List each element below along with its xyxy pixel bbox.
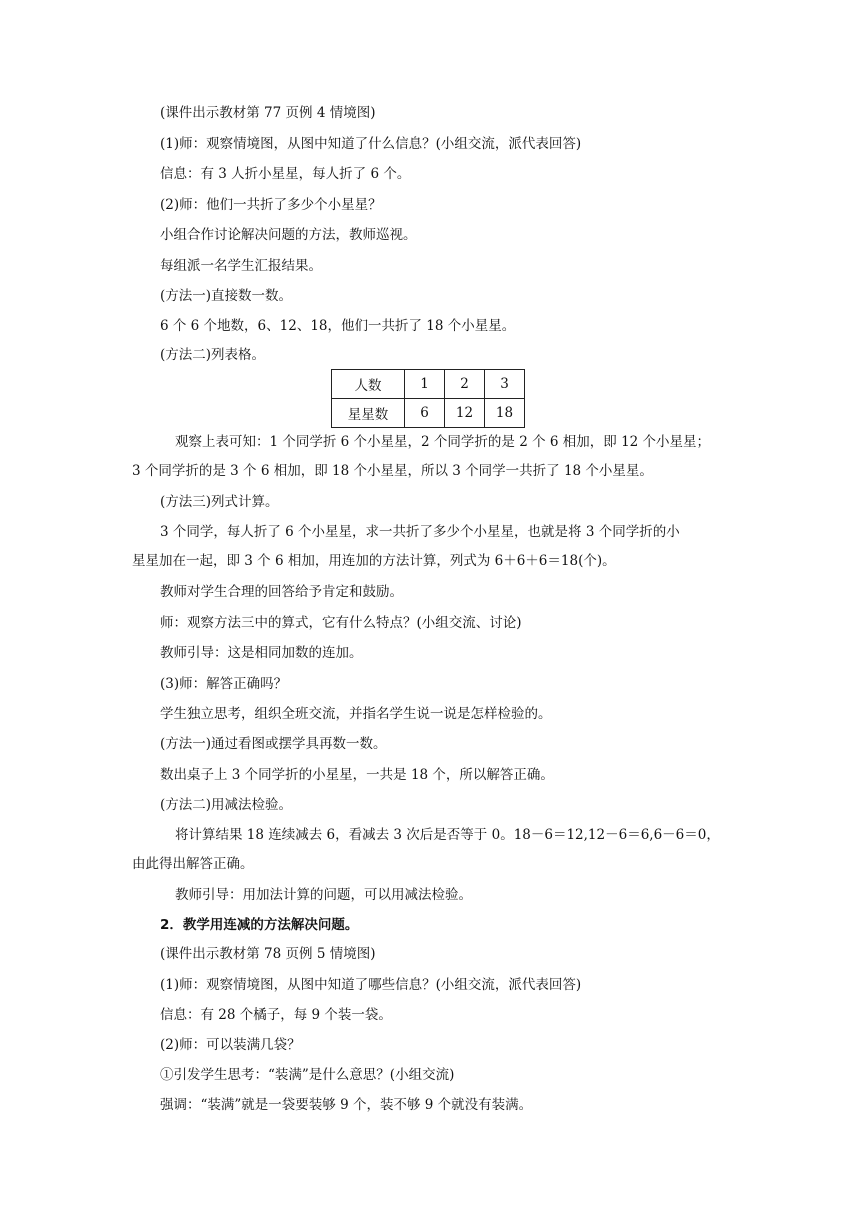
text-line: 信息：有 28 个橘子，每 9 个装一袋。: [160, 1007, 392, 1023]
table-cell: 12: [445, 399, 485, 428]
text-line: (3)师：解答正确吗？: [160, 676, 288, 692]
table-cell: 3: [485, 370, 525, 399]
text-line: (1)师：观察情境图，从图中知道了哪些信息？(小组交流，派代表回答): [160, 977, 582, 993]
table-cell: 1: [405, 370, 445, 399]
text-line: 将计算结果 18 连续减去 6，看减去 3 次后是否等于 0。18－6＝12,12－6＝6,6－6＝0，: [175, 827, 720, 843]
text-line: 观察上表可知：1 个同学折 6 个小星星，2 个同学折的是 2 个 6 相加，即 12 个小星星；: [175, 434, 711, 450]
text-line: 由此得出解答正确。: [132, 856, 254, 872]
text-line: (2)师：他们一共折了多少个小星星？: [160, 197, 382, 213]
text-line: (方法一)直接数一数。: [160, 288, 293, 304]
text-line: 小组合作讨论解决问题的方法，教师巡视。: [160, 227, 417, 243]
table-cell: 2: [445, 370, 485, 399]
text-line: 师：观察方法三中的算式，它有什么特点？(小组交流、讨论): [160, 615, 522, 631]
table-row: [332, 370, 525, 399]
text-line: (课件出示教材第 78 页例 5 情境图): [160, 946, 376, 962]
text-line: (方法二)列表格。: [160, 347, 266, 363]
text-line: (2)师：可以装满几袋？: [160, 1037, 301, 1053]
text-line: 每组派一名学生汇报结果。: [160, 258, 322, 274]
table-cell: 人数: [332, 370, 405, 399]
text-line: (方法二)用减法检验。: [160, 797, 293, 813]
text-line: 教师引导：这是相同加数的连加。: [160, 645, 363, 661]
text-line: (方法三)列式计算。: [160, 494, 279, 510]
text-line: (课件出示教材第 77 页例 4 情境图): [160, 105, 376, 121]
text-line: 6 个 6 个地数，6、12、18，他们一共折了 18 个小星星。: [160, 318, 516, 334]
text-line: 3 个同学，每人折了 6 个小星星，求一共折了多少个小星星，也就是将 3 个同学折的小: [160, 524, 680, 540]
text-line: 强调：“装满”就是一袋要装够 9 个，装不够 9 个就没有装满。: [160, 1097, 533, 1113]
text-line: 数出桌子上 3 个同学折的小星星，一共是 18 个，所以解答正确。: [160, 767, 554, 783]
text-line: ①引发学生思考：“装满”是什么意思？(小组交流): [160, 1067, 455, 1083]
table-cell: 18: [485, 399, 525, 428]
text-line: 信息：有 3 人折小星星，每人折了 6 个。: [160, 166, 411, 182]
text-line: 学生独立思考，组织全班交流，并指名学生说一说是怎样检验的。: [160, 706, 552, 722]
text-line: (方法一)通过看图或摆学具再数一数。: [160, 736, 387, 752]
text-line: 教师对学生合理的回答给予肯定和鼓励。: [160, 584, 403, 600]
text-line: 星星加在一起，即 3 个 6 相加，用连加的方法计算，列式为 6＋6＋6＝18(个)。: [132, 553, 616, 569]
section-heading: 2．教学用连减的方法解决问题。: [160, 917, 359, 933]
text-line: 3 个同学折的是 3 个 6 相加，即 18 个小星星，所以 3 个同学一共折了 18 个小星星。: [132, 463, 653, 479]
text-line: (1)师：观察情境图，从图中知道了什么信息？(小组交流，派代表回答): [160, 136, 582, 152]
text-line: 教师引导：用加法计算的问题，可以用减法检验。: [175, 887, 472, 903]
table-cell: 星星数: [332, 399, 405, 428]
table-cell: 6: [405, 399, 445, 428]
stars-table: [331, 369, 525, 428]
table-row: [332, 399, 525, 428]
